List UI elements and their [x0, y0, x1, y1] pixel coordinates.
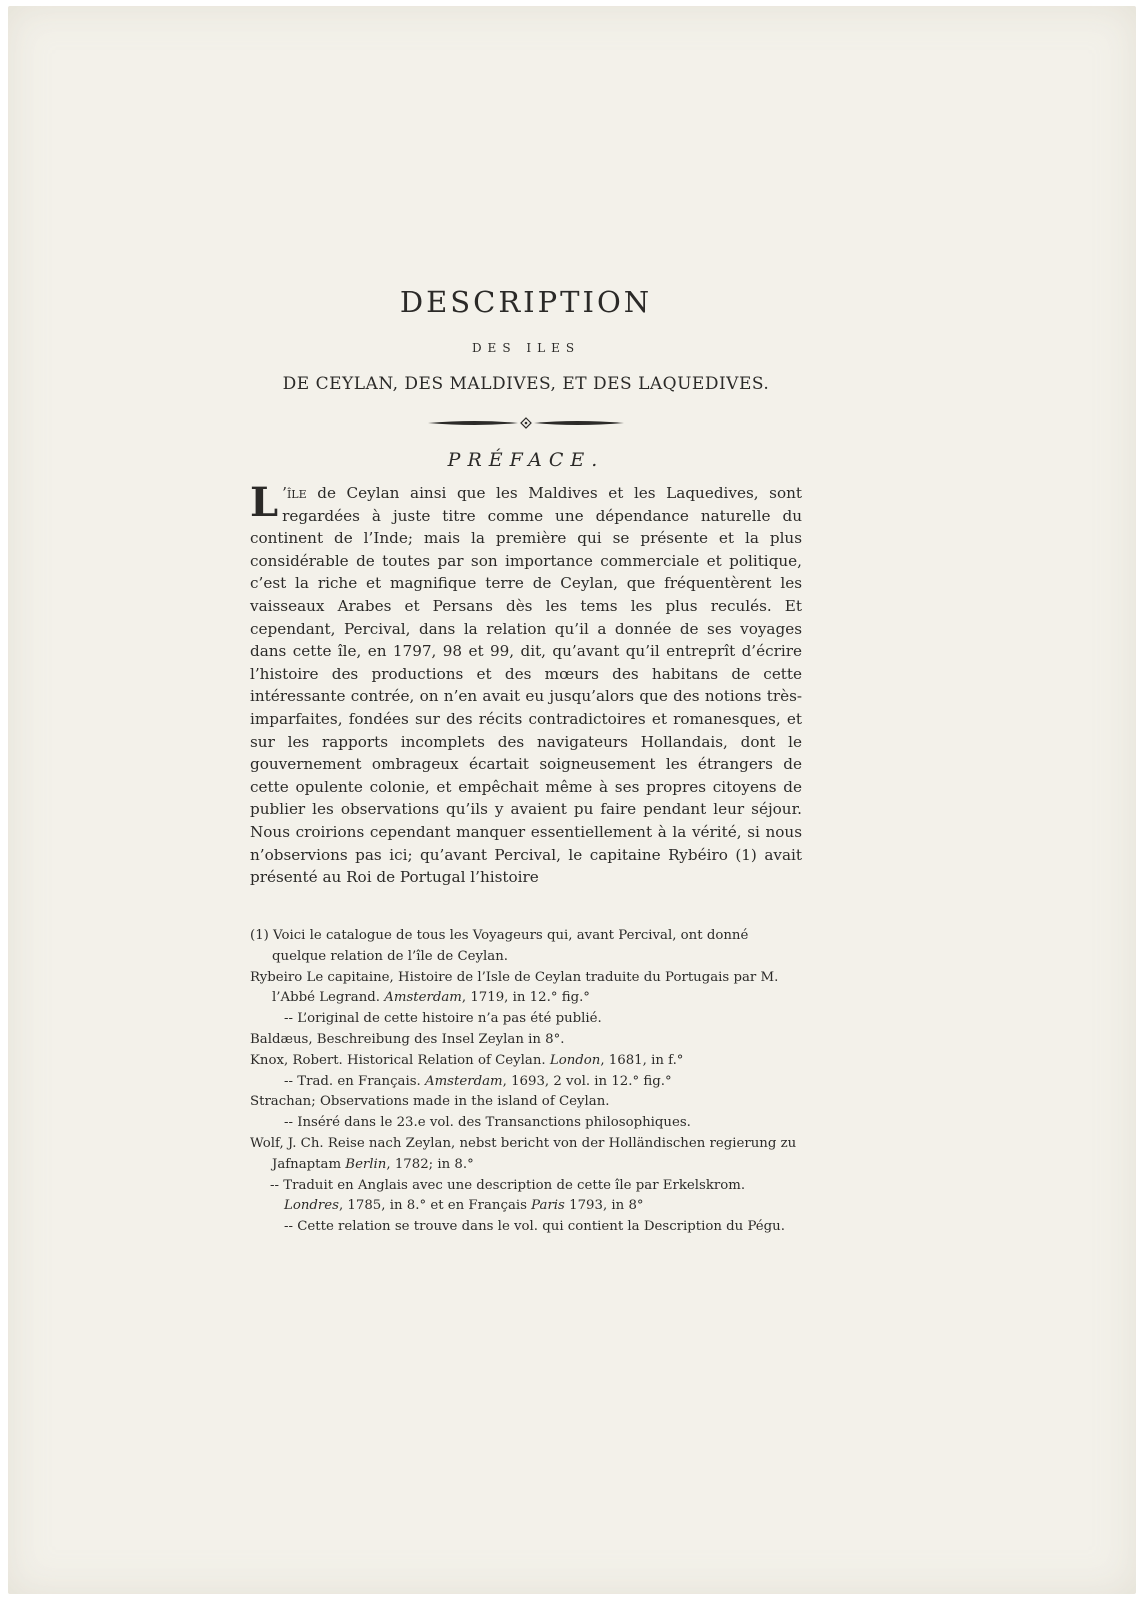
footnote-knox-trad-text: -- Trad. en Français. — [284, 1073, 425, 1089]
footnote-knox — [250, 1051, 802, 1072]
footnote-strachan-note: -- Inséré dans le 23.e vol. des Transanctions philosophiques. — [284, 1115, 691, 1131]
footnote-rybeiro-details: , 1719, in 12.° fig.° — [461, 990, 590, 1006]
preface-paragraph — [250, 479, 802, 889]
footnote-wolf-trad-city-1: Londres — [284, 1198, 339, 1214]
footnote-wolf-trad-mid: , 1785, in 8.° et en Français — [338, 1198, 532, 1214]
paragraph-text: de Ceylan ainsi que les Maldives et les Laquedives, sont regardées à juste titre comme une dépendance naturelle du continent de l’Inde; mais la première qui se présente et la plus considérable de toutes par son importance commerciale et politique, c’est la riche et magnifique terre de Ceylan, que fréquentèrent les vaisseaux Arabes et Persans dès les tems les plus reculés. Et cependant, Percival, dans la relation qu’il a donnée de ses voyages dans cette île, en 1797, 98 et 99, dit, qu’avant qu’il entreprît d’écrire l’histoire des productions et des mœurs des habitans de cette intéressante contrée, on n’en avait eu jusqu’alors que des notions très-imparfaites, fondées sur des récits contradictoires et romanesques, et sur les rapports incomplets des navigateurs Hollandais, dont le gouvernement ombrageux écartait soigneusement les étrangers de cette opulente colonie, et empêchait même à ses propres citoyens de publier les observations qu’ils y avaient pu faire pendant leur séjour. Nous croirions cependant manquer essentiellement à la vérité, si nous n’observions pas ici; qu’avant Percival, le capitaine Rybéiro (1) avait présenté au Roi de Portugal l’histoire — [250, 484, 802, 887]
footnote-rybeiro — [250, 968, 802, 1010]
document-subtitle: DES ILES — [471, 341, 581, 355]
footnote-wolf-translation — [250, 1176, 802, 1218]
footnote-knox-trad-city: Amsterdam — [424, 1073, 503, 1089]
footnote-wolf — [250, 1134, 802, 1176]
preface-heading: PRÉFACE. — [447, 449, 605, 471]
footnote-knox-translation — [250, 1072, 802, 1093]
footnote-wolf-trad-end: 1793, in 8° — [564, 1198, 644, 1214]
footnote-rybeiro-note: -- L’original de cette histoire n’a pas été publié. — [284, 1011, 602, 1027]
paper-page — [8, 6, 1136, 1594]
footnote-knox-details: , 1681, in f.° — [600, 1052, 684, 1068]
footnote-wolf-trad-city-2: Paris — [531, 1198, 565, 1214]
footnote-rybeiro-city: Amsterdam — [384, 990, 462, 1006]
footnote-wolf-trad-text: -- Traduit en Anglais avec une description de cette île par Erkelskrom. — [270, 1177, 746, 1193]
footnote-knox-trad-details: , 1693, 2 vol. in 12.° fig.° — [502, 1073, 672, 1089]
footnote-baldaeus: Baldæus, Beschreibung des Insel Zeylan in 8°. — [250, 1031, 565, 1047]
footnote-knox-text: Knox, Robert. Historical Relation of Ceylan. — [250, 1052, 550, 1068]
document-subtitle-places: DE CEYLAN, DES MALDIVES, ET DES LAQUEDIVES. — [282, 374, 770, 394]
drop-cap: L — [250, 479, 279, 526]
footnote-wolf-city: Berlin — [345, 1156, 387, 1172]
footnote-pegu-note: -- Cette relation se trouve dans le vol. qui contient la Description du Pégu. — [284, 1219, 785, 1235]
document-title: DESCRIPTION — [399, 285, 653, 319]
footnote-strachan: Strachan; Observations made in the island of Ceylan. — [250, 1094, 610, 1110]
footnote-knox-city: London — [549, 1052, 601, 1068]
footnote-intro: (1) Voici le catalogue de tous les Voyageurs qui, avant Percival, ont donné quelque relation de l’île de Ceylan. — [250, 928, 749, 964]
footnotes — [250, 926, 802, 1238]
ornament-divider-icon — [426, 416, 626, 430]
lead-word: ’île — [282, 484, 307, 502]
footnote-wolf-details: , 1782; in 8.° — [386, 1156, 474, 1172]
footnote-wolf-text: Wolf, J. Ch. Reise nach Zeylan, nebst bericht von der Holländischen regierung zu Jafnaptam — [250, 1135, 797, 1172]
footnote-rybeiro-text: Rybeiro Le capitaine, Histoire de l’Isle de Ceylan traduite du Portugais par M. l’Abbé Legrand. — [250, 969, 779, 1006]
